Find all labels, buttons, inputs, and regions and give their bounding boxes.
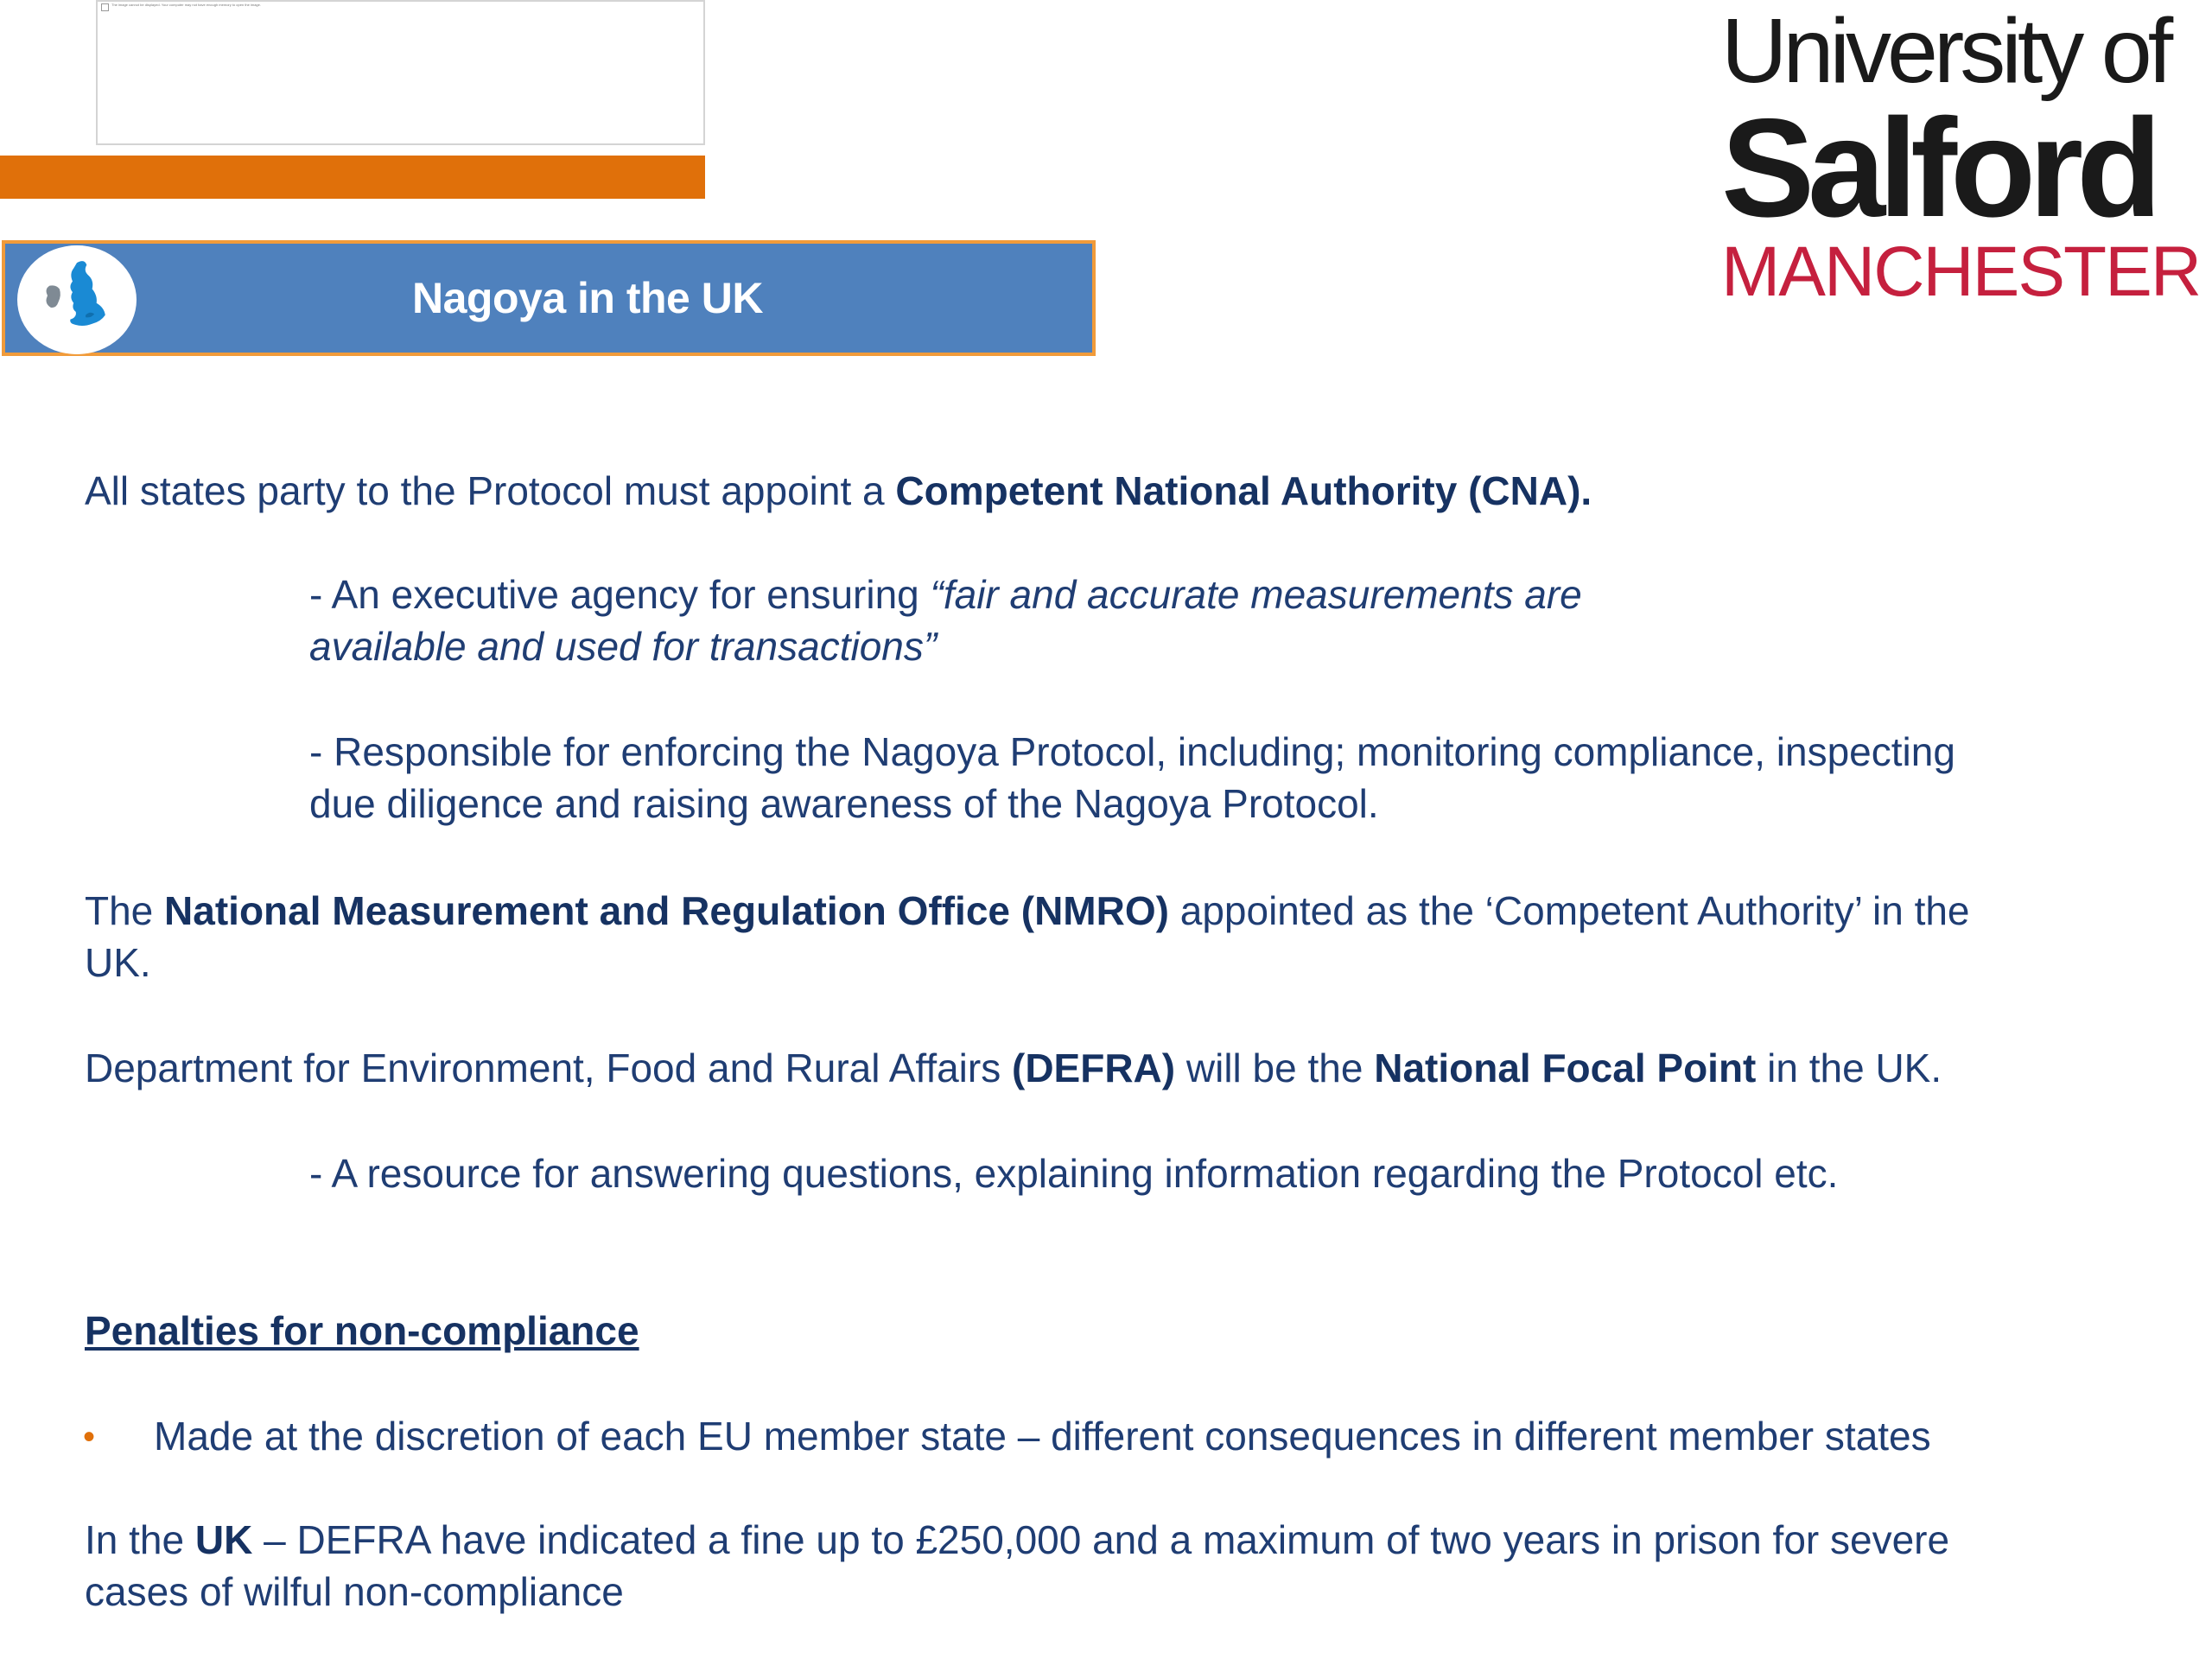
- uk-penalty-prefix: In the: [85, 1517, 195, 1562]
- defra-sub-point: [309, 1147, 1838, 1199]
- logo-line-salford: Salford: [1721, 90, 2156, 246]
- nmro-strong-text: National Measurement and Regulation Office (NMRO): [164, 888, 1169, 933]
- cna-strong-text: Competent National Authority (CNA).: [895, 468, 1592, 513]
- paragraph-uk-penalty: [85, 1514, 1949, 1618]
- nmro-suffix-line1: appointed as the ‘Competent Authority’ in the: [1168, 888, 1970, 933]
- penalties-bullet: [154, 1410, 1931, 1462]
- cna-sub-point-1: [309, 569, 1582, 672]
- nmro-suffix-line2: UK.: [85, 940, 151, 985]
- penalties-heading: Penalties for non-compliance: [85, 1308, 639, 1353]
- cna-sub1-quote-line2: available and used for transactions”: [309, 624, 938, 669]
- cna-sub1-prefix: - An executive agency for ensuring: [309, 572, 931, 617]
- logo-line-manchester: MANCHESTER: [1721, 232, 2201, 311]
- paragraph-nmro: [85, 885, 1970, 988]
- uk-penalty-line1: – DEFRA have indicated a fine up to £250,000 and a maximum of two years in prison for severe: [252, 1517, 1950, 1562]
- paragraph-defra: [85, 1042, 1942, 1094]
- defra-strong-text: (DEFRA): [1012, 1046, 1176, 1090]
- penalties-bullet-text: Made at the discretion of each EU member state – different consequences in different member states: [154, 1414, 1931, 1459]
- paragraph-cna: [85, 465, 1592, 517]
- bullet-marker: •: [83, 1418, 96, 1456]
- cna-sub2-line1: - Responsible for enforcing the Nagoya Protocol, including; monitoring compliance, inspecting: [309, 729, 1955, 774]
- cna-sub2-line2: due diligence and raising awareness of the Nagoya Protocol.: [309, 781, 1379, 826]
- defra-suffix: in the UK.: [1756, 1046, 1942, 1090]
- logo-line-university: University of: [1721, 0, 2170, 102]
- uk-penalty-line2: cases of wilful non-compliance: [85, 1569, 624, 1614]
- cna-intro-text: All states party to the Protocol must appoint a: [85, 468, 896, 513]
- defra-prefix: Department for Environment, Food and Rural Affairs: [85, 1046, 1013, 1090]
- defra-sub-text: - A resource for answering questions, explaining information regarding the Protocol etc.: [309, 1151, 1839, 1196]
- slide-title: Nagoya in the UK: [412, 274, 763, 322]
- defra-mid-text: will be the: [1175, 1046, 1375, 1090]
- cna-sub1-quote-line1: “fair and accurate measurements are: [930, 572, 1582, 617]
- uk-strong-text: UK: [194, 1517, 253, 1562]
- focal-point-strong-text: National Focal Point: [1374, 1046, 1757, 1090]
- cna-sub-point-2: [309, 726, 1955, 830]
- image-alt-text: The image cannot be displayed. Your computer may not have enough memory to open the image.: [111, 3, 261, 7]
- nmro-prefix: The: [85, 888, 165, 933]
